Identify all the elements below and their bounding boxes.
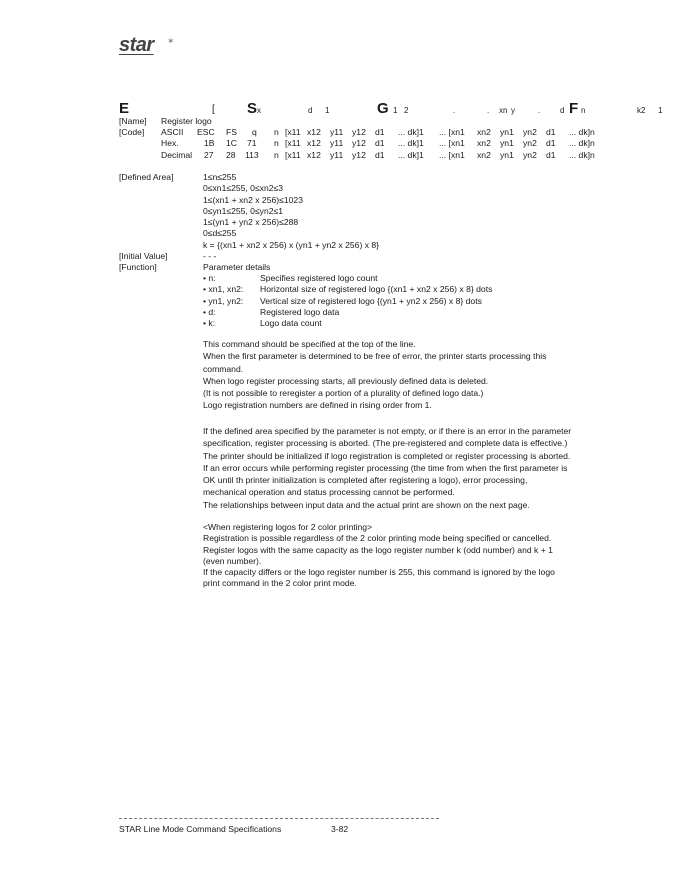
defined-area-line: k = {(xn1 + xn2 x 256) x (yn1 + yn2 x 256) x 8} (203, 239, 380, 250)
defined-area-values (203, 172, 379, 251)
paragraph-line: <When registering logos for 2 color printing> (203, 522, 373, 532)
star-logo-mark-icon: ✶ (167, 36, 175, 46)
code-cell: d1 (375, 149, 385, 160)
code-cell: [x11 (285, 127, 301, 137)
code-cell: 28 (226, 149, 236, 160)
name-label: [Name] (119, 116, 147, 126)
code-cell: ... [xn1 (439, 127, 465, 137)
title-fragment: 1 (658, 106, 663, 115)
code-cell: y11 (330, 127, 344, 137)
paragraph-line: mechanical operation and status processing cannot be performed. (203, 487, 455, 498)
code-cell: ... dk]1 (398, 127, 424, 137)
title-fragment: k2 (637, 106, 646, 115)
initial-value: - - - (203, 251, 217, 261)
param-name: • k: (203, 318, 216, 329)
function-paragraph-2 (203, 425, 571, 511)
code-cell: y11 (330, 149, 344, 160)
code-cell: [x11 (285, 138, 301, 149)
title-fragment: x (257, 106, 261, 115)
defined-area-label: [Defined Area] (119, 172, 174, 182)
title-fragment: E (119, 100, 130, 117)
code-cell: [x11 (285, 149, 301, 160)
code-cell: ... dk]1 (398, 138, 424, 149)
initial-value-label: [Initial Value] (119, 251, 168, 261)
paragraph-line: If the capacity differs or the logo register number is 255, this command is ignored by the logo (203, 567, 555, 578)
code-cell: ... dk]n (569, 138, 595, 149)
title-fragment: y (511, 106, 515, 115)
paragraph-line: The relationships between input data and the actual print are shown on the next page. (203, 499, 530, 510)
title-fragment: . (538, 106, 541, 115)
code-cell: yn2 (523, 149, 537, 160)
code-cell: yn1 (500, 149, 514, 160)
title-fragment: S (247, 100, 258, 117)
param-desc: Horizontal size of registered logo {(xn1 + xn2 x 256) x 8} dots (260, 284, 493, 295)
param-desc: Vertical size of registered logo {(yn1 + yn2 x 256) x 8} dots (260, 295, 482, 306)
title-fragment: d (560, 106, 565, 115)
code-cell: 1C (226, 138, 237, 149)
param-heading: Parameter details (203, 262, 271, 272)
code-cell: n (274, 138, 279, 149)
code-cell: 71 (247, 138, 257, 149)
function-paragraph-3 (203, 522, 555, 590)
title-fragment: . (487, 106, 490, 115)
code-cell: ... [xn1 (439, 149, 465, 160)
code-cell: yn2 (523, 138, 537, 149)
name-value: Register logo (161, 116, 212, 126)
defined-area-line: 1≤(yn1 + yn2 x 256)≤288 (203, 217, 299, 228)
code-cell: x12 (307, 138, 321, 149)
code-cell: y12 (352, 149, 366, 160)
code-cell: 113 (245, 149, 259, 160)
code-cell: xn2 (477, 149, 491, 160)
defined-area-line: 0≤d≤255 (203, 228, 237, 239)
code-cell: xn2 (477, 127, 491, 137)
code-cell: d1 (375, 138, 385, 149)
title-fragment: n (581, 106, 586, 115)
param-name: • xn1, xn2: (203, 284, 244, 295)
code-cell: d1 (546, 127, 556, 137)
code-cell: d1 (546, 149, 556, 160)
code-cell: xn2 (477, 138, 491, 149)
paragraph-line: If an error occurs while performing register processing (the time from when the first parameter is (203, 462, 568, 473)
code-cell: d1 (375, 127, 385, 137)
param-name: • d: (203, 306, 216, 317)
code-cell: FS (226, 127, 237, 137)
footer-doc-title: STAR Line Mode Command Specifications (119, 824, 282, 834)
defined-area-line: 1≤n≤255 (203, 172, 237, 182)
code-cell: yn1 (500, 138, 514, 149)
code-cell: ESC (197, 127, 215, 137)
paragraph-line: Register logos with the same capacity as the logo register number k (odd number) and k + 1 (203, 544, 553, 555)
code-cell: q (252, 127, 257, 137)
paragraph-line: OK until th printer initialization is completed after registering a logo), error processing, (203, 475, 528, 486)
code-cell: 1B (204, 138, 215, 149)
code-type: Hex. (161, 138, 179, 149)
code-cell: n (274, 127, 279, 137)
defined-area-line: 0≤yn1≤255, 0≤yn2≤1 (203, 205, 284, 216)
paragraph-line: (even number). (203, 555, 262, 566)
code-cell: y11 (330, 138, 344, 149)
title-fragment: 1 (325, 106, 330, 115)
paragraph-line: This command should be specified at the top of the line. (203, 339, 416, 349)
code-cell: y12 (352, 138, 366, 149)
defined-area-line: 1≤(xn1 + xn2 x 256)≤1023 (203, 194, 303, 205)
paragraph-line: If the defined area specified by the parameter is not empty, or if there is an error in the parameter (203, 426, 572, 436)
paragraph-line: Logo registration numbers are defined in rising order from 1. (203, 400, 432, 411)
command-title (0, 100, 680, 118)
param-name: • yn1, yn2: (203, 295, 244, 306)
title-fragment: 1 (393, 106, 398, 115)
param-desc: Registered logo data (260, 306, 340, 317)
code-label: [Code] (119, 127, 145, 137)
footer-divider (119, 818, 439, 819)
title-fragment: G (377, 100, 389, 117)
defined-area-line: 0≤xn1≤255, 0≤xn2≤3 (203, 183, 284, 194)
code-cell: ... dk]1 (398, 149, 424, 160)
title-fragment: F (569, 100, 579, 117)
param-desc: Logo data count (260, 318, 322, 329)
paragraph-line: specification, register processing is aborted. (The pre-registered and complete data is effective.) (203, 438, 568, 449)
code-cell: n (274, 149, 279, 160)
code-cell: ... [xn1 (439, 138, 465, 149)
code-type: ASCII (161, 127, 184, 137)
title-fragment: . (453, 106, 456, 115)
code-cell: yn2 (523, 127, 537, 137)
paragraph-line: When logo register processing starts, all previously defined data is deleted. (203, 375, 489, 386)
code-cell: 27 (204, 149, 214, 160)
paragraph-line: print command in the 2 color print mode. (203, 578, 357, 589)
star-logo: star (119, 34, 154, 56)
paragraph-line: When the first parameter is determined to be free of error, the printer starts processing this (203, 351, 547, 362)
code-cell: ... dk]n (569, 127, 595, 137)
function-label: [Function] (119, 262, 157, 272)
paragraph-line: Registration is possible regardless of the 2 color printing mode being specified or cancelled. (203, 533, 552, 544)
code-cell: yn1 (500, 127, 514, 137)
code-type: Decimal (161, 149, 193, 160)
paragraph-line: (It is not possible to reregister a portion of a plurality of defined logo data.) (203, 388, 484, 399)
function-paragraph-1 (203, 338, 546, 412)
footer-page-number: 3-82 (331, 824, 349, 834)
code-cell: d1 (546, 138, 556, 149)
title-fragment: 2 (404, 106, 409, 115)
code-cell: x12 (307, 149, 321, 160)
title-fragment: [ (212, 104, 215, 115)
param-desc: Specifies registered logo count (260, 273, 378, 283)
paragraph-line: The printer should be initialized if logo registration is completed or register processing is aborted. (203, 450, 571, 461)
paragraph-line: command. (203, 363, 244, 374)
code-cell: y12 (352, 127, 366, 137)
title-fragment: xn (499, 106, 508, 115)
param-name: • n: (203, 273, 216, 283)
code-cell: x12 (307, 127, 321, 137)
title-fragment: d (308, 106, 313, 115)
code-cell: ... dk]n (569, 149, 595, 160)
